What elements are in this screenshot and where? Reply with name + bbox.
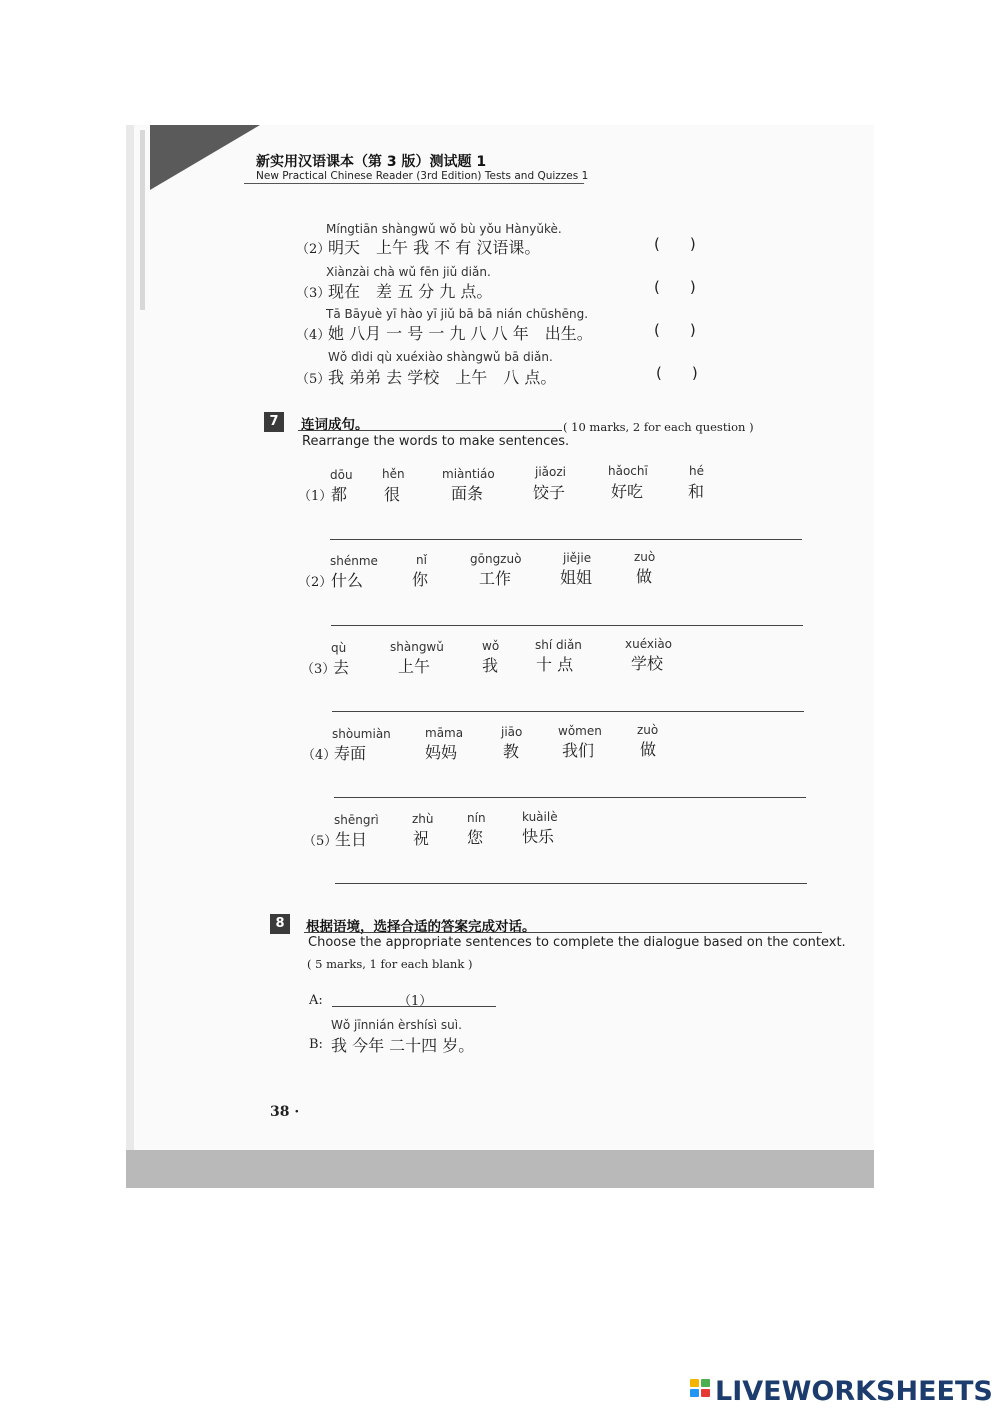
- word-pinyin: xuéxiào: [625, 637, 673, 651]
- header-corner-triangle: [150, 125, 260, 190]
- item-pinyin: Wǒ dìdi qù xuéxiào shàngwǔ bā diǎn.: [328, 350, 553, 364]
- header-rule: [244, 183, 584, 184]
- word-chinese: 学校: [631, 654, 664, 673]
- page-stack-edge-2: [140, 130, 145, 310]
- scanned-page: [126, 125, 874, 1188]
- answer-parentheses[interactable]: ( ): [654, 321, 696, 339]
- dialogue-b-chinese: 我 今年 二十四 岁。: [331, 1036, 475, 1055]
- blank-number: （1）: [398, 994, 433, 1009]
- answer-line[interactable]: [335, 883, 807, 884]
- word-pinyin: hé: [689, 464, 704, 478]
- word-pinyin: miàntiáo: [442, 467, 495, 481]
- word-pinyin: zhù: [412, 812, 434, 826]
- section-8-title-rule: [304, 932, 822, 933]
- word-pinyin: kuàilè: [522, 810, 558, 824]
- section-7-title-en: Rearrange the words to make sentences.: [302, 434, 570, 449]
- word-pinyin: wǒ: [482, 639, 500, 653]
- item-number: （2）: [296, 242, 331, 257]
- question-number: （1）: [298, 489, 333, 504]
- word-chinese: 寿面: [334, 744, 367, 763]
- word-pinyin: nín: [467, 811, 486, 825]
- word-chinese: 十 点: [536, 655, 574, 674]
- word-pinyin: jiǎozi: [535, 465, 566, 479]
- answer-parentheses[interactable]: ( ): [654, 278, 696, 296]
- word-chinese: 祝: [413, 829, 430, 848]
- answer-parentheses[interactable]: ( ): [654, 235, 696, 253]
- word-pinyin: qù: [331, 641, 347, 655]
- word-chinese: 您: [467, 828, 484, 847]
- word-chinese: 和: [688, 482, 705, 501]
- section-8-marks: ( 5 marks, 1 for each blank ): [307, 957, 473, 971]
- question-number: （3）: [301, 662, 336, 677]
- word-chinese: 做: [636, 567, 653, 586]
- word-pinyin: shénme: [330, 554, 378, 568]
- word-chinese: 工作: [479, 569, 512, 588]
- section-7-title-zh: 连词成句。: [301, 417, 369, 433]
- question-number: （4）: [302, 748, 337, 763]
- word-pinyin: shàngwǔ: [390, 640, 444, 654]
- question-number: （5）: [303, 834, 338, 849]
- answer-line[interactable]: [334, 797, 806, 798]
- section-8-number: 8: [270, 914, 290, 934]
- word-pinyin: hǎochī: [608, 464, 648, 478]
- answer-line[interactable]: [332, 711, 804, 712]
- item-chinese: 我 弟弟 去 学校 上午 八 点。: [328, 368, 557, 387]
- word-chinese: 生日: [335, 830, 368, 849]
- word-chinese: 姐姐: [560, 568, 593, 587]
- word-chinese: 好吃: [611, 482, 644, 501]
- section-7-title-rule: [298, 430, 562, 431]
- page-stack-edge: [126, 125, 134, 1188]
- word-chinese: 上午: [398, 657, 431, 676]
- section-8-title-zh: 根据语境，选择合适的答案完成对话。: [306, 919, 536, 935]
- word-chinese: 我们: [562, 741, 595, 760]
- section-7-number: 7: [264, 412, 284, 432]
- word-pinyin: shòumiàn: [332, 727, 391, 741]
- word-chinese: 做: [640, 740, 657, 759]
- word-chinese: 什么: [331, 571, 364, 590]
- word-pinyin: shēngrì: [334, 813, 379, 827]
- dialogue-b-pinyin: Wǒ jīnnián èrshísì suì.: [331, 1018, 462, 1032]
- word-pinyin: zuò: [634, 550, 656, 564]
- book-title-en: New Practical Chinese Reader (3rd Edition) Tests and Quizzes 1: [256, 170, 589, 182]
- word-pinyin: jiāo: [501, 725, 523, 739]
- item-number: （5）: [296, 372, 331, 387]
- word-chinese: 面条: [451, 484, 484, 503]
- section-8-title-en: Choose the appropriate sentences to complete the dialogue based on the context.: [308, 935, 846, 950]
- word-pinyin: dōu: [330, 468, 353, 482]
- word-chinese: 快乐: [522, 827, 555, 846]
- word-chinese: 你: [412, 570, 429, 589]
- word-pinyin: shí diǎn: [535, 638, 582, 652]
- item-number: （3）: [296, 286, 331, 301]
- item-pinyin: Xiànzài chà wǔ fēn jiǔ diǎn.: [326, 265, 491, 279]
- word-chinese: 我: [482, 656, 499, 675]
- word-chinese: 饺子: [533, 483, 566, 502]
- scan-bottom-shadow: [126, 1150, 874, 1188]
- book-title-zh: 新实用汉语课本（第 3 版）测试题 1: [256, 154, 487, 170]
- answer-parentheses[interactable]: ( ): [656, 364, 698, 382]
- item-chinese: 现在 差 五 分 九 点。: [328, 282, 493, 301]
- word-pinyin: gōngzuò: [470, 552, 522, 566]
- liveworksheets-wordmark: LIVEWORKSHEETS: [715, 1375, 993, 1407]
- word-chinese: 都: [331, 485, 348, 504]
- answer-line[interactable]: [331, 625, 803, 626]
- dialogue-blank-line[interactable]: [332, 1006, 496, 1007]
- word-pinyin: māma: [425, 726, 464, 740]
- dialogue-a-label: A:: [309, 993, 323, 1008]
- dialogue-b-label: B:: [309, 1037, 323, 1052]
- liveworksheets-icon: [690, 1378, 712, 1404]
- word-chinese: 教: [503, 742, 520, 761]
- word-pinyin: jiějie: [563, 551, 592, 565]
- answer-line[interactable]: [330, 539, 802, 540]
- item-pinyin: Míngtiān shàngwǔ wǒ bù yǒu Hànyǔkè.: [326, 222, 562, 236]
- word-chinese: 很: [384, 485, 401, 504]
- liveworksheets-logo: [690, 1376, 993, 1406]
- word-pinyin: zuò: [637, 723, 659, 737]
- page-number: 38 ·: [270, 1104, 300, 1120]
- word-pinyin: wǒmen: [558, 724, 602, 738]
- word-pinyin: hěn: [382, 467, 405, 481]
- question-number: （2）: [298, 575, 333, 590]
- word-pinyin: nǐ: [416, 553, 427, 567]
- item-number: （4）: [296, 328, 331, 343]
- item-chinese: 明天 上午 我 不 有 汉语课。: [328, 238, 541, 257]
- word-chinese: 去: [333, 658, 350, 677]
- word-chinese: 妈妈: [425, 743, 458, 762]
- section-7-marks: ( 10 marks, 2 for each question ): [563, 420, 754, 434]
- item-pinyin: Tā Bāyuè yī hào yī jiǔ bā bā nián chūshēng.: [326, 307, 589, 321]
- item-chinese: 她 八月 一 号 一 九 八 八 年 出生。: [328, 324, 593, 343]
